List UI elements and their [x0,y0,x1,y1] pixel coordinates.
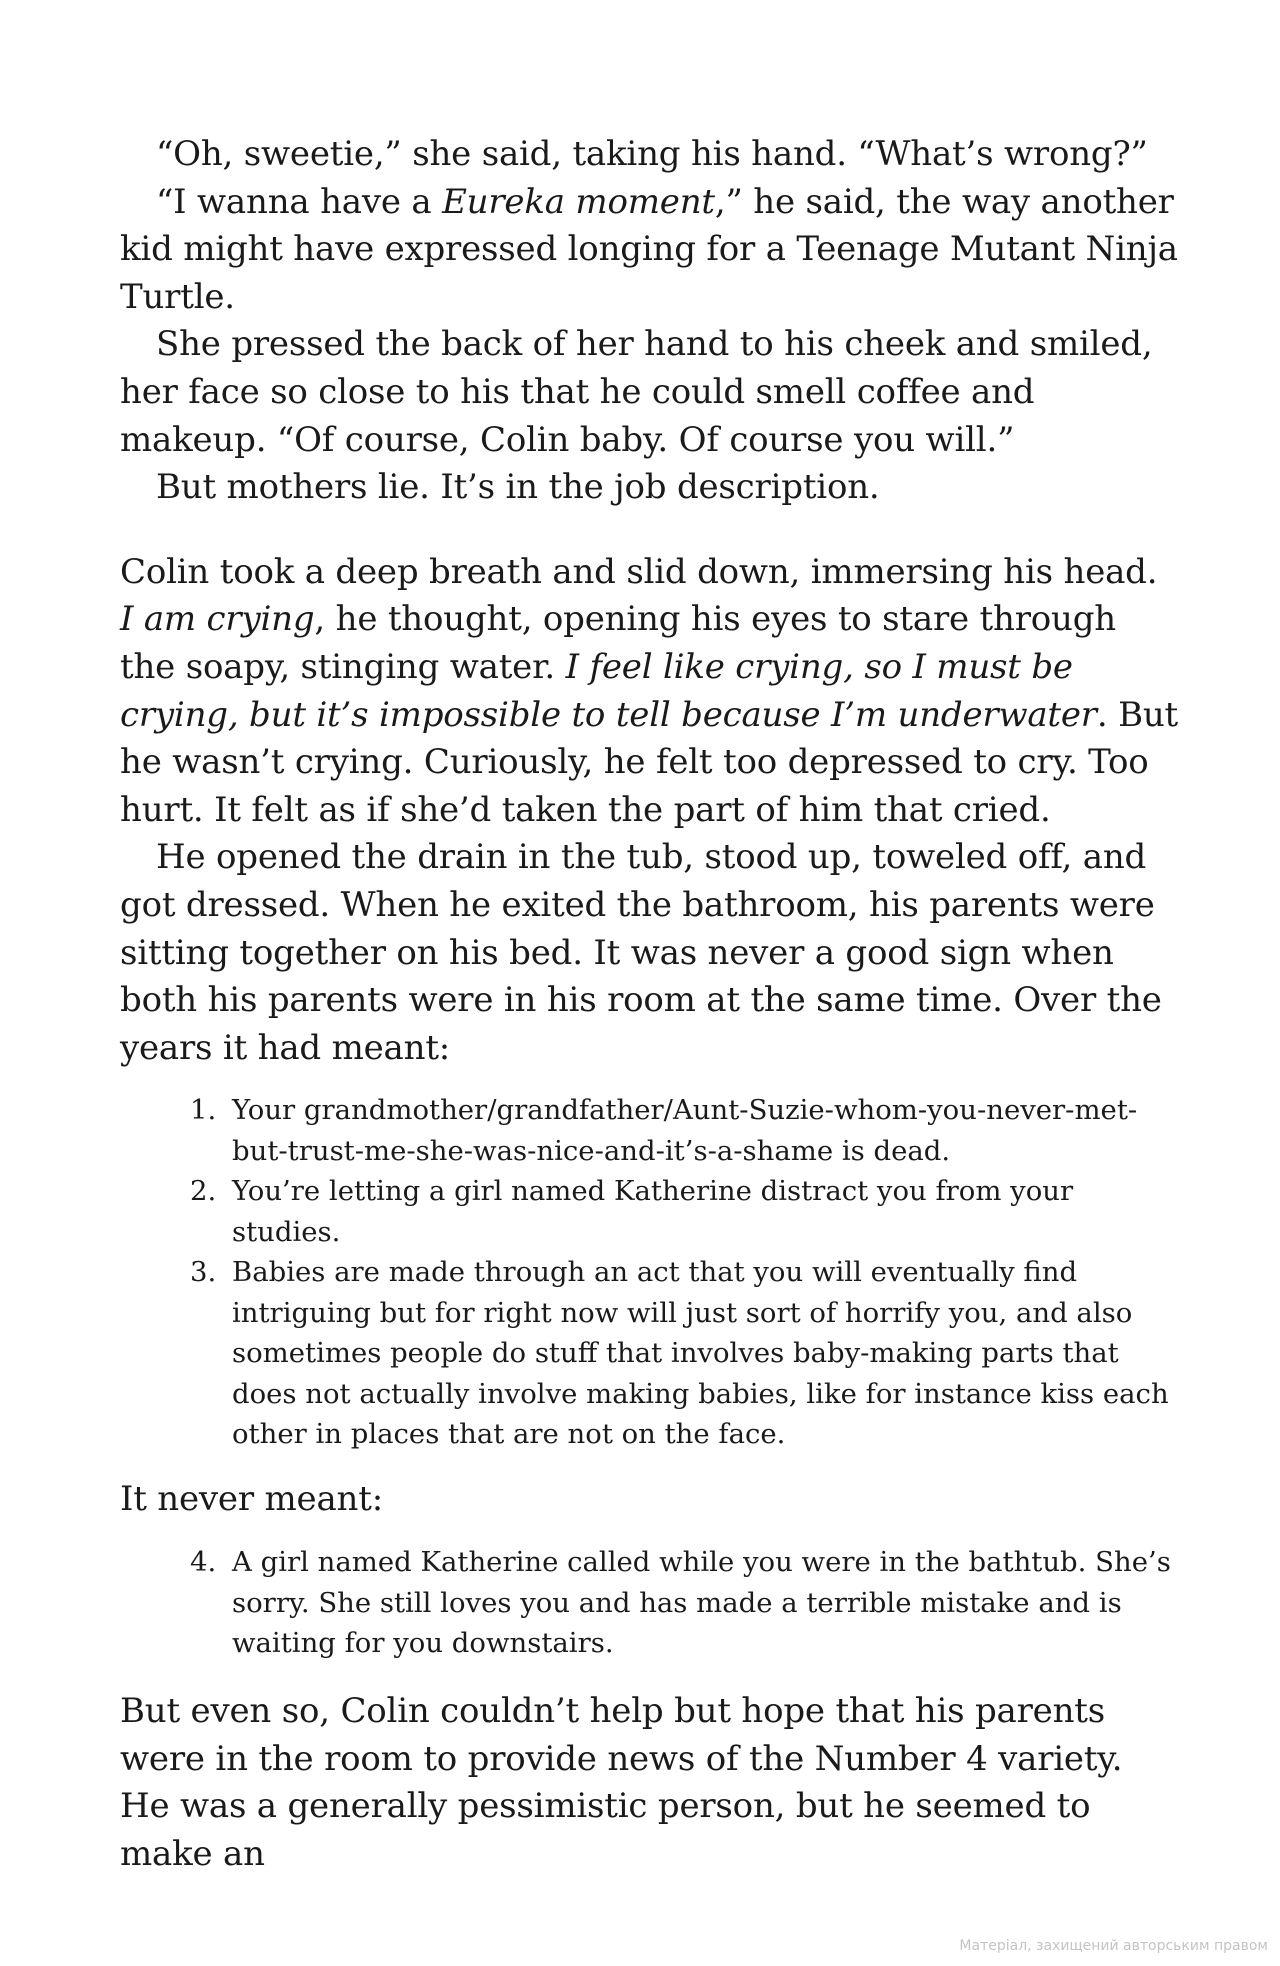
paragraph: “Oh, sweetie,” she said, taking his hand. “What’s wrong?” [156,134,1148,174]
text-block-middle [120,1476,1180,1524]
list-number: 3. [190,1256,217,1288]
text-block-top [120,131,1180,1072]
emphasis-text: I feel like crying, so I must be crying, but it’s impossible to tell because I’m underwater [120,646,1097,735]
paragraph: He opened the drain in the tub, stood up, toweled off, and got dressed. When he exited the bathroom, his parents were sitting together on his bed. It was never a good sign when both his parents were in his room at the same time. Over the years it had meant: [120,837,1162,1068]
list-item-text: Babies are made through an act that you will eventually find intriguing but for right now will just sort of horrify you, and also sometimes people do stuff that involves baby-making parts that does not actually involve making babies, like for instance kiss each other in places that are not on the face. [232,1256,1169,1450]
text-block-bottom [120,1688,1180,1878]
list-item-text: You’re letting a girl named Katherine distract you from your studies. [232,1175,1074,1248]
numbered-list [190,1542,1180,1664]
text-span: ,” he said, the way another kid might have expressed longing for a Teenage Mutant Ninja Turtle. [120,181,1178,317]
paragraph [120,549,1180,835]
list-item [190,1252,1180,1455]
paragraph: It never meant: [120,1479,383,1519]
text-span: Colin took a deep breath and slid down, immersing his head. [120,551,1158,592]
emphasis-text: I am crying [120,599,315,640]
list-number: 2. [190,1175,217,1207]
list-number: 4. [190,1546,217,1578]
text-span: “I wanna have a [156,181,443,222]
list-item [190,1090,1180,1171]
list-item-text: A girl named Katherine called while you were in the bathtub. She’s sorry. She still loves you and has made a terrible mistake and is waiting for you downstairs. [232,1546,1171,1659]
list-item-text: Your grandmother/grandfather/Aunt-Suzie-whom-you-never-met-but-trust-me-she-was-nice-and-it’s-a-shame is dead. [232,1094,1138,1167]
numbered-list [190,1090,1180,1455]
copyright-watermark: Матеріал, захищений авторським правом [959,1938,1268,1954]
list-number: 1. [190,1094,217,1126]
list-item [190,1171,1180,1252]
list-item [190,1542,1180,1664]
paragraph: But even so, Colin couldn’t help but hope that his parents were in the room to provide news of the Number 4 variety. He was a generally pessimistic person, but he seemed to make an [120,1691,1123,1874]
text-span: . But he wasn’t crying. Curiously, he felt too depressed to cry. Too hurt. It felt as if she’d taken the part of him that cried. [120,694,1179,830]
paragraph [120,179,1180,322]
text-span: , he thought, opening his eyes to stare through the soapy, stinging water. [120,599,1116,687]
emphasis-text: Eureka moment [442,181,715,222]
paragraph: She pressed the back of her hand to his cheek and smiled, her face so close to his that he could smell coffee and makeup. “Of course, Colin baby. Of course you will.” [120,324,1153,460]
paragraph: But mothers lie. It’s in the job description. [156,467,880,508]
